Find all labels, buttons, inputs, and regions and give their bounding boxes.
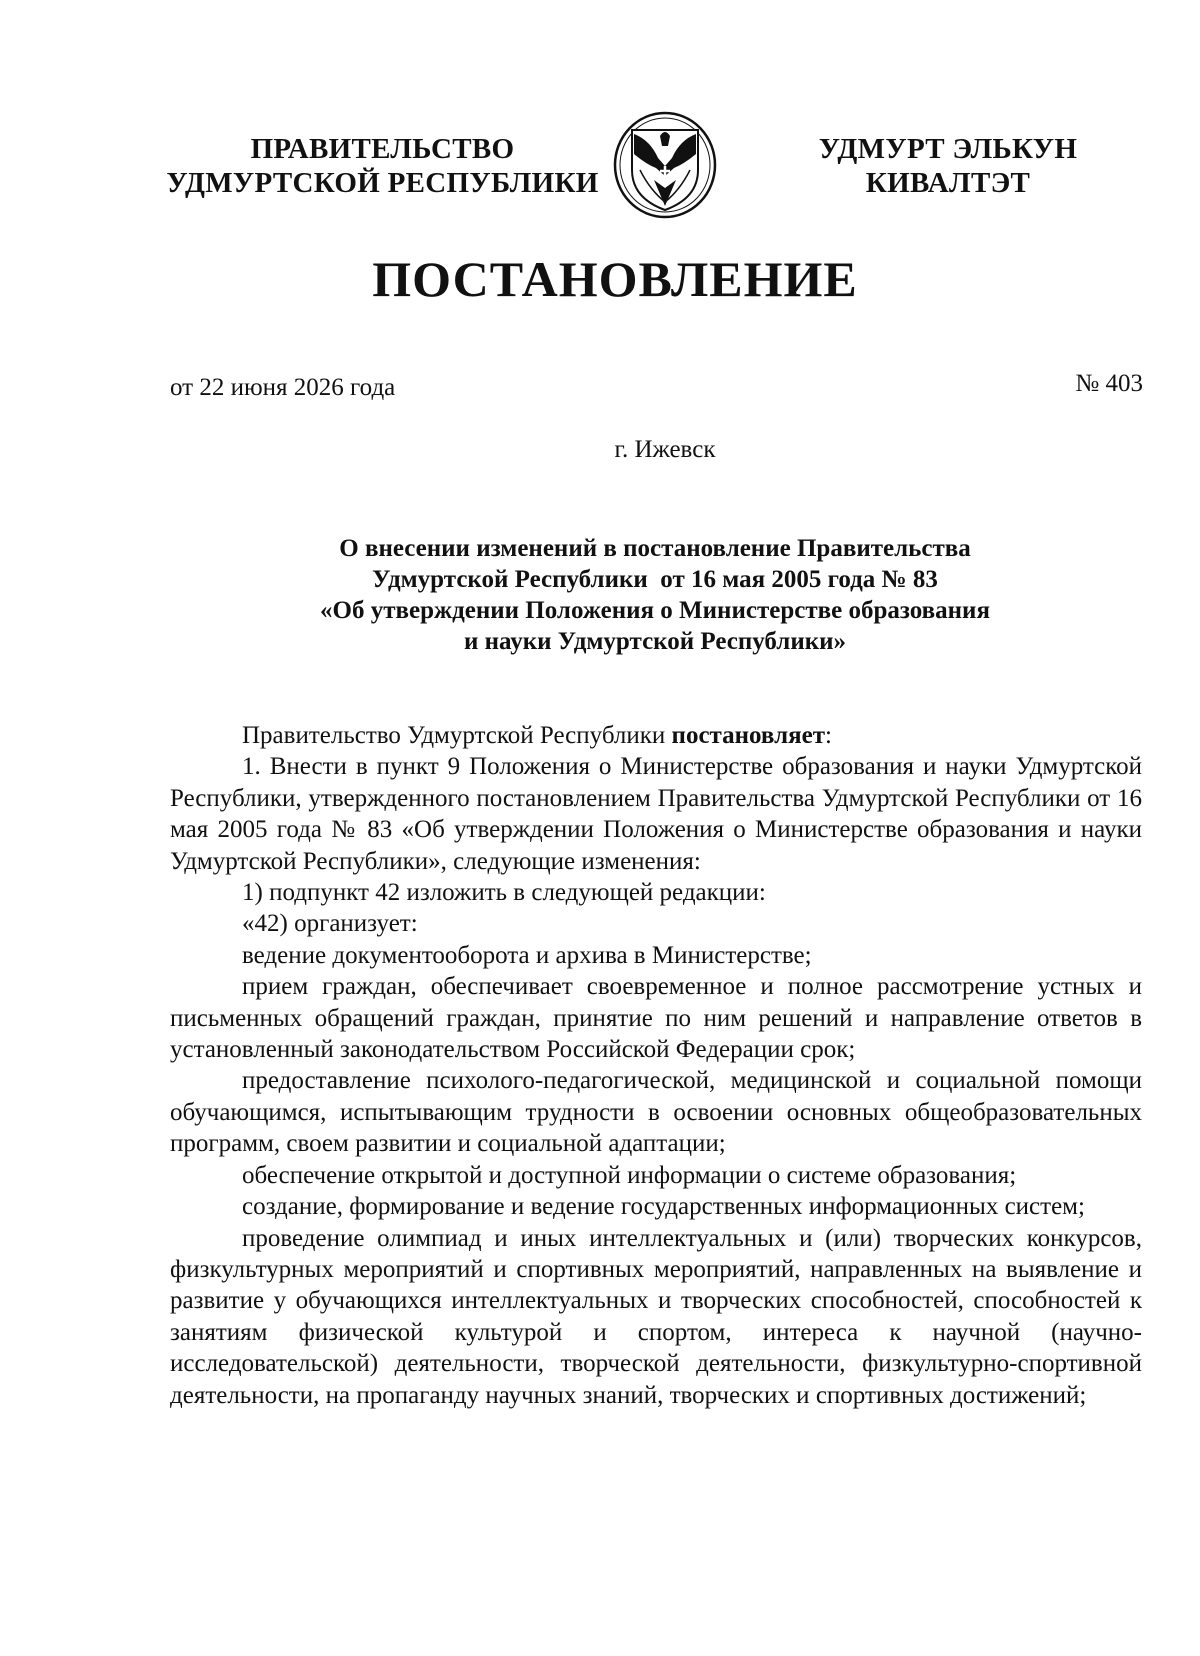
paragraph-7: обеспечение открытой и доступной информации о системе образования; <box>242 1161 1017 1189</box>
paragraph-3: «42) организует: <box>242 910 418 938</box>
document-title-line1: О внесении изменений в постановление Правительства <box>339 535 971 562</box>
government-name-line1: ПРАВИТЕЛЬСТВО <box>250 133 515 165</box>
document-body <box>170 720 1142 1411</box>
paragraph-1: 1. Внести в пункт 9 Положения о Министерстве образования и науки Удмуртской Республики, утвержденного постановлением Правительства Удмуртской Республики от 16 мая 2005 года № 83 «Об утверждении Положения о Министерстве образования и науки Удмуртской Республики», следующие изменения: <box>170 753 1142 875</box>
government-name-udmurt <box>798 132 1098 200</box>
paragraph-2: 1) подпункт 42 изложить в следующей редакции: <box>242 879 766 907</box>
government-name-udmurt-line2: КИВАЛТЭТ <box>865 167 1031 199</box>
document-title-line3: «Об утверждении Положения о Министерстве образования <box>320 597 990 624</box>
government-name-line2: УДМУРТСКОЙ РЕСПУБЛИКИ <box>166 167 599 199</box>
paragraph-5: прием граждан, обеспечивает своевременное и полное рассмотрение устных и письменных обращений граждан, принятие по ним решений и направление ответов в установленный законодательством Российской Федерации срок; <box>170 973 1142 1064</box>
paragraph-4: ведение документооборота и архива в Министерстве; <box>242 941 812 969</box>
paragraph-8: создание, формирование и ведение государственных информационных систем; <box>242 1193 1085 1221</box>
intro-paragraph <box>170 720 1142 751</box>
udmurt-coat-of-arms-icon <box>610 110 720 220</box>
intro-keyword: постановляет <box>671 722 826 749</box>
document-number: № 403 <box>1075 370 1143 397</box>
paragraph-9: проведение олимпиад и иных интеллектуальных и (или) творческих конкурсов, физкультурных мероприятий и спортивных мероприятий, направленных на выявление и развитие у обучающихся интеллектуальных и творческих способностей, способностей к занятиям физической культурой и спортом, интереса к научной (научно-исследовательской) деятельности, творческой деятельности, физкультурно-спортивной деятельности, на пропаганду научных знаний, творческих и спортивных достижений; <box>170 1224 1142 1409</box>
document-city: г. Ижевск <box>614 436 716 463</box>
government-name-udmurt-line1: УДМУРТ ЭЛЬКУН <box>818 133 1078 165</box>
document-title <box>240 533 1070 657</box>
intro-colon: : <box>825 722 832 749</box>
document-type-heading: ПОСТАНОВЛЕНИЕ <box>372 251 858 307</box>
government-name-russian <box>165 132 600 200</box>
paragraph-6: предоставление психолого-педагогической, медицинской и социальной помощи обучающимся, испытывающим трудности в освоении основных общеобразовательных программ, своем развитии и социальной адаптации; <box>170 1067 1142 1158</box>
intro-text: Правительство Удмуртской Республики <box>242 722 672 749</box>
document-title-line2: Удмуртской Республики от 16 мая 2005 года № 83 <box>372 566 938 593</box>
document-date: от 22 июня 2026 года <box>170 374 396 401</box>
document-title-line4: и науки Удмуртской Республики» <box>463 628 847 655</box>
